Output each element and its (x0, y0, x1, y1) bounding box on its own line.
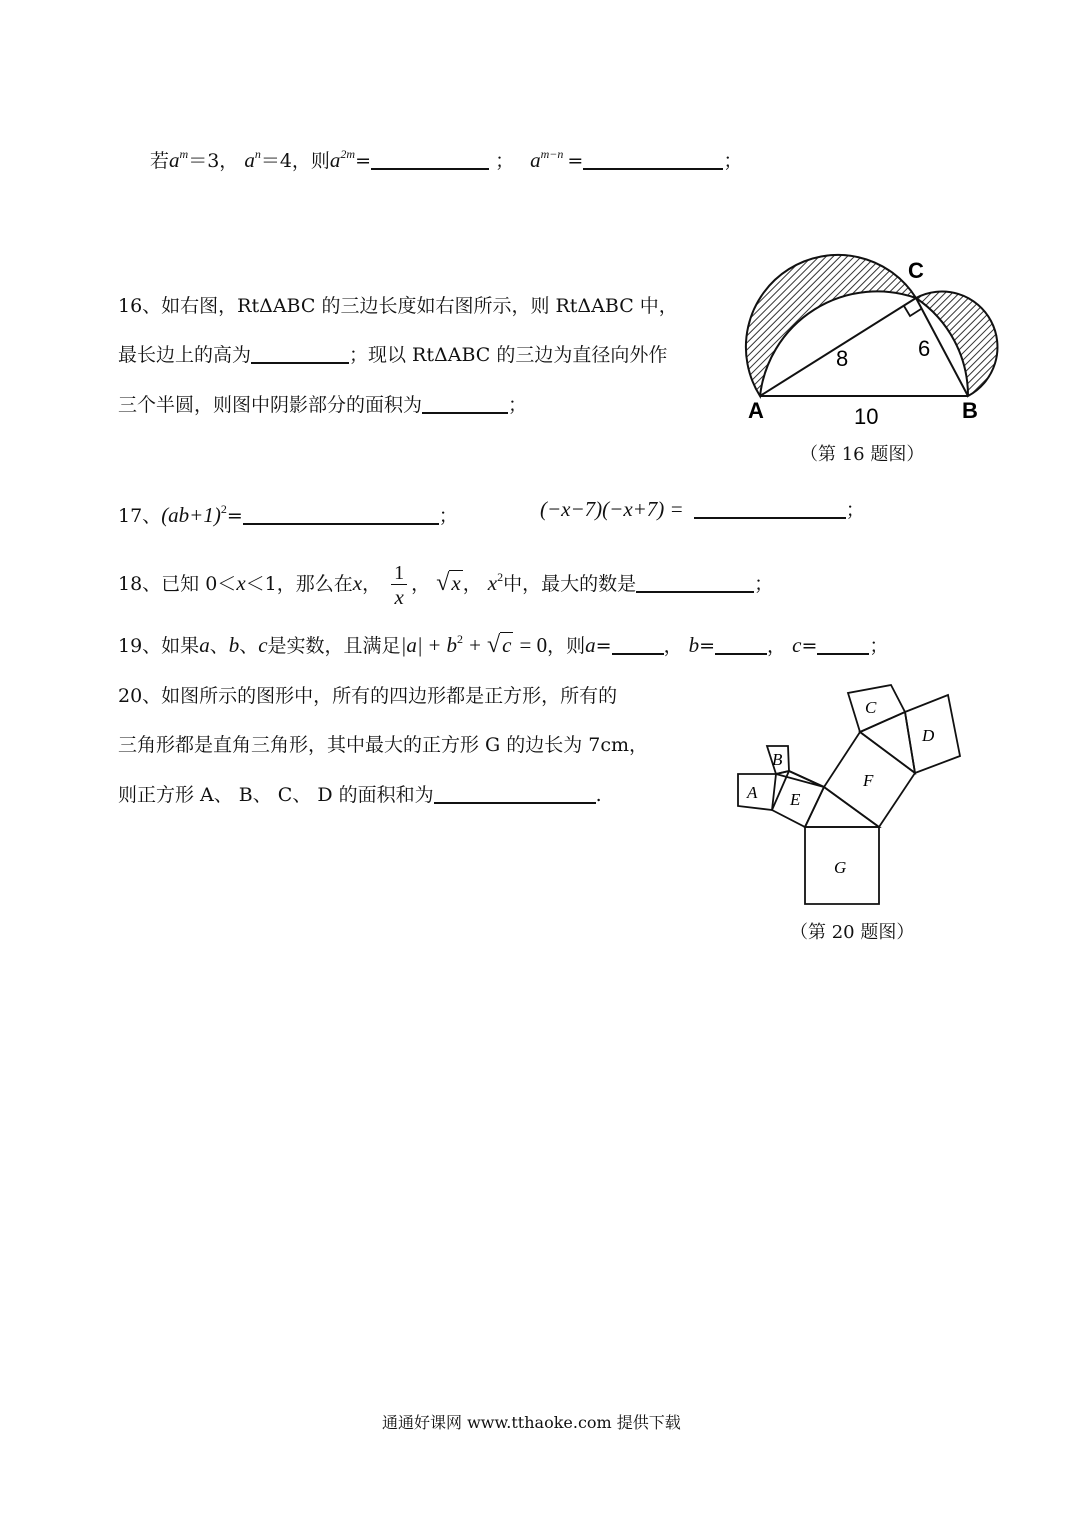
q20-line3: 则正方形 A、 B、 C、 D 的面积和为 . (118, 780, 602, 809)
label-sq-b: B (772, 750, 783, 769)
page-footer: 通通好课网 www.tthaoke.com 提供下载 (382, 1413, 681, 1432)
q17-line-b: (−x−7)(−x+7) = ； (540, 497, 865, 521)
answer-blank-q18[interactable] (636, 569, 754, 593)
sqrt-x: √x (436, 570, 461, 596)
q16-line3: 三个半圆，则图中阴影部分的面积为 ； (118, 390, 527, 419)
label-sq-e: E (790, 790, 801, 809)
sqrt-c: √c (486, 632, 512, 658)
answer-blank-q17-1[interactable] (243, 501, 439, 525)
figure-16-caption: （第 16 题图） (800, 444, 925, 465)
triangle-top-g (805, 787, 879, 827)
answer-blank-q15-2[interactable] (583, 146, 723, 170)
figure-20 (730, 680, 970, 910)
label-a: A (748, 398, 764, 423)
answer-blank-q16-2[interactable] (422, 390, 508, 414)
q19-line: 19、如果a、b、c是实数，且满足$|a| + b^2 + √c = 0$，则a= ， b= ， c= ； (118, 625, 888, 661)
label-sq-g: G (834, 858, 847, 877)
label-sq-f: F (863, 771, 874, 790)
side-label-ab: 10 (854, 404, 879, 429)
right-angle-mark (904, 306, 921, 316)
label-c: C (908, 258, 924, 283)
shaded-lune-ac (746, 255, 916, 396)
figure-16 (740, 250, 1010, 430)
fraction-1-over-x: $\frac{1}{x}$ (391, 562, 407, 609)
answer-blank-q15-1[interactable] (371, 146, 489, 170)
square-c (848, 685, 905, 732)
answer-blank-q16-1[interactable] (251, 340, 349, 364)
q20-line2: 三角形都是直角三角形，其中最大的正方形 G 的边长为 7cm， (118, 734, 649, 756)
label-b: B (962, 398, 978, 423)
side-label-bc: 6 (918, 336, 931, 361)
answer-blank-q17-2[interactable] (694, 495, 846, 519)
q16-line2: 最长边上的高为 ；现以 RtΔABC 的三边为直径向外作 (118, 340, 667, 369)
answer-blank-q19-a[interactable] (612, 631, 664, 655)
answer-blank-q19-b[interactable] (715, 631, 767, 655)
q15-line: 若$a^m=3$， $a^n=4$，则$a^{2m}=$ ； $a^{m-n}$ = ； (150, 147, 743, 172)
q20-line1: 20、如图所示的图形中，所有的四边形都是正方形，所有的 (118, 685, 618, 707)
q18-line: 18、已知 0＜x＜1，那么在x， $\frac{1}{x}$ ， √x ， $x^2$中，最大的数是 ； (118, 561, 774, 609)
label-sq-c: C (865, 698, 877, 717)
q16-line1: 16、如右图，RtΔABC 的三边长度如右图所示，则 RtΔABC 中， (118, 295, 678, 317)
label-sq-d: D (922, 726, 935, 745)
answer-blank-q19-c[interactable] (817, 631, 869, 655)
answer-blank-q20[interactable] (434, 780, 596, 804)
q17-line: 17、$(ab+1)^2=$ ； (118, 502, 458, 527)
figure-20-caption: （第 20 题图） (790, 922, 915, 943)
side-label-ac: 8 (836, 346, 849, 371)
label-sq-a: A (747, 783, 758, 802)
